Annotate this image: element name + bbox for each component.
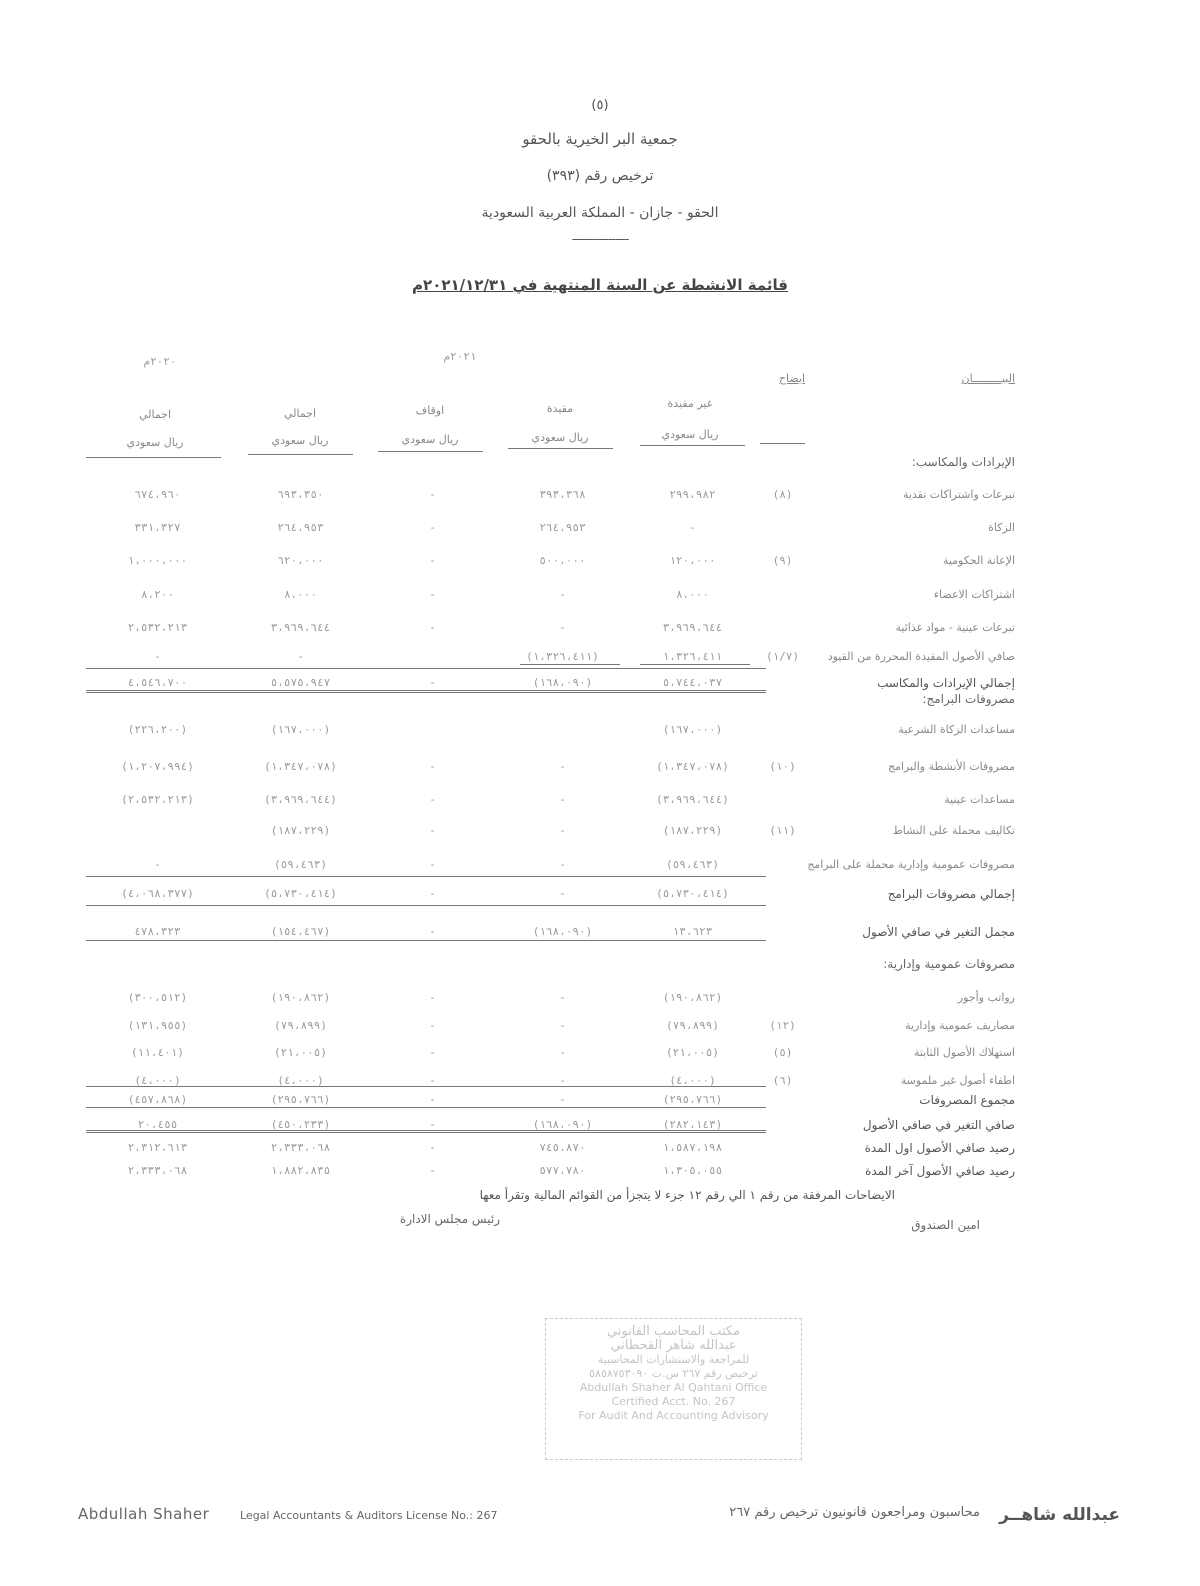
stamp-line: ترخيص رقم ٢٦٧ س.ت ٥٨٥٨٧٥٣٠٩٠ xyxy=(589,1367,758,1380)
row-unrestricted-value: ١٢٠،٠٠٠ xyxy=(669,554,716,567)
row-total-2021-value: ٣،٩٦٩،٦٤٤ xyxy=(270,621,331,634)
row-restricted-value: - xyxy=(559,1046,566,1059)
row-unrestricted-value: (١٨٧،٢٢٩) xyxy=(662,824,723,837)
header-rule xyxy=(640,445,745,446)
row-total-2020-value: ٢٠،٤٥٥ xyxy=(137,1118,178,1131)
row-total-2020-value: - xyxy=(154,650,161,663)
license-number: ترخيص رقم (٣٩٣) xyxy=(546,168,654,184)
row-total-2020-value: (٢٢٦،٢٠٠) xyxy=(127,723,188,736)
row-total-2021-value: (١،٣٤٧،٠٧٨) xyxy=(264,760,337,773)
row-total-2020-value: ٦٧٤،٩٦٠ xyxy=(134,488,181,501)
row-restricted-value: ٥٧٧،٧٨٠ xyxy=(539,1164,586,1177)
row-total-2021-value: (١٦٧،٠٠٠) xyxy=(270,723,331,736)
row-restricted-value: - xyxy=(559,991,566,1004)
row-total-2021-value: ٨،٠٠٠ xyxy=(283,588,318,601)
row-endowment-value: - xyxy=(429,1046,436,1059)
footer-firm-name-en: Abdullah Shaher xyxy=(78,1505,210,1523)
row-restricted-value: (١٦٨،٠٩٠) xyxy=(532,925,593,938)
row-label: مصاريف عمومية وإدارية xyxy=(905,1019,1015,1032)
total-rule xyxy=(86,940,766,941)
row-restricted-value: (١٦٨،٠٩٠) xyxy=(532,676,593,689)
total-rule xyxy=(86,1130,766,1133)
row-total-2021-value: (٧٩،٨٩٩) xyxy=(274,1019,327,1032)
subtotal-rule xyxy=(520,664,620,665)
row-label: تبرعات واشتراكات نقدية xyxy=(902,488,1015,501)
organization-name: جمعية البر الخيرية بالحقو xyxy=(522,130,678,148)
row-unrestricted-value: ٣،٩٦٩،٦٤٤ xyxy=(662,621,723,634)
row-label: رواتب وأجور xyxy=(957,991,1015,1004)
row-restricted-value: - xyxy=(559,887,566,900)
row-total-2020-value: ٤،٥٤٦،٧٠٠ xyxy=(127,676,188,689)
row-total-2021-value: (٤،٠٠٠) xyxy=(277,1074,324,1087)
row-total-2021-value: - xyxy=(297,650,304,663)
row-total-2020-value: (١،٢٠٧،٩٩٤) xyxy=(121,760,194,773)
row-endowment-value: - xyxy=(429,858,436,871)
row-restricted-value: ٣٩٣،٣٦٨ xyxy=(539,488,586,501)
row-label: مساعدات الزكاة الشرعية xyxy=(898,723,1015,736)
row-note-ref: (١٢) xyxy=(769,1019,796,1032)
row-total-2021-value: ٢٦٤،٩٥٣ xyxy=(277,521,324,534)
subtotal-rule xyxy=(86,1107,766,1108)
page-number: (٥) xyxy=(591,98,609,113)
row-endowment-value: - xyxy=(429,1074,436,1087)
row-unrestricted-value: ٢٩٩،٩٨٢ xyxy=(669,488,716,501)
endowment-currency: ريال سعودي xyxy=(401,433,459,446)
row-total-2020-value: ٢،٣٣٣،٠٦٨ xyxy=(127,1164,188,1177)
statement-column-header: البيـــــــــان xyxy=(961,372,1015,385)
row-unrestricted-value: ١،٣٠٥،٠٥٥ xyxy=(662,1164,723,1177)
row-label: مجمل التغير في صافي الأصول xyxy=(862,925,1015,939)
row-label: صافي الأصول المقيدة المحررة من القيود xyxy=(827,650,1015,663)
row-unrestricted-value: (٢٩٥،٧٦٦) xyxy=(662,1093,723,1106)
stamp-line: Abdullah Shaher Al Qahtani Office xyxy=(579,1381,768,1394)
row-note-ref: (٥) xyxy=(772,1046,793,1059)
row-total-2021-value: (٣،٩٦٩،٦٤٤) xyxy=(264,793,337,806)
total-2020-currency: ريال سعودي xyxy=(126,436,184,449)
row-total-2020-value: (١٣١،٩٥٥) xyxy=(127,1019,188,1032)
row-total-2021-value: (١٨٧،٢٢٩) xyxy=(270,824,331,837)
row-total-2020-value: ٢،٥٣٢،٢١٣ xyxy=(127,621,188,634)
treasurer-signature-label: امين الصندوق xyxy=(911,1218,980,1232)
row-total-2020-value: ٤٧٨،٣٢٣ xyxy=(134,925,181,938)
row-label: رصيد صافي الأصول آخر المدة xyxy=(865,1164,1015,1178)
row-endowment-value: - xyxy=(429,824,436,837)
year-2021-header: ٢٠٢١م xyxy=(443,350,477,363)
row-restricted-value: - xyxy=(559,760,566,773)
row-restricted-value: - xyxy=(559,621,566,634)
header-rule xyxy=(760,443,805,444)
footer-license-ar: محاسبون ومراجعون قانونيون ترخيص رقم ٢٦٧ xyxy=(729,1505,980,1520)
row-total-2021-value: (٥،٧٣٠،٤١٤) xyxy=(264,887,337,900)
note-column-header: ايضاح xyxy=(778,372,805,385)
row-unrestricted-value: ١،٣٢٦،٤١١ xyxy=(662,650,723,663)
statement-title: قائمة الانشطة عن السنة المنتهية في ٢٠٢١/١٢/٣١م xyxy=(412,276,788,294)
row-total-2021-value: ٢،٣٣٣،٠٦٨ xyxy=(270,1141,331,1154)
row-label: إجمالي مصروفات البرامج xyxy=(887,887,1015,901)
row-unrestricted-value: (٢٨٢،١٤٣) xyxy=(662,1118,723,1131)
footer-firm-name-ar: عبدالله شاهــر xyxy=(999,1505,1120,1525)
row-unrestricted-value: (٢١،٠٠٥) xyxy=(666,1046,719,1059)
notes-statement: الايضاحات المرفقة من رقم ١ الي رقم ١٢ جزء لا يتجزأ من القوائم المالية وتقرأ معها xyxy=(479,1188,895,1202)
row-total-2021-value: (١٩٠،٨٦٢) xyxy=(270,991,331,1004)
row-label: رصيد صافي الأصول اول المدة xyxy=(864,1141,1015,1155)
row-unrestricted-value: (٣،٩٦٩،٦٤٤) xyxy=(656,793,729,806)
row-total-2021-value: (٤٥٠،٢٣٣) xyxy=(270,1118,331,1131)
row-unrestricted-value: (٧٩،٨٩٩) xyxy=(666,1019,719,1032)
row-label: صافي التغير في صافي الأصول xyxy=(862,1118,1015,1132)
row-label: إجمالي الإيرادات والمكاسب xyxy=(877,676,1015,690)
subtotal-rule xyxy=(640,664,750,665)
row-label: اشتراكات الاعضاء xyxy=(933,588,1015,601)
row-endowment-value: - xyxy=(429,925,436,938)
row-endowment-value: - xyxy=(429,588,436,601)
header-divider: ----------------- xyxy=(571,232,629,246)
row-total-2020-value: (٤٥٧،٨٦٨) xyxy=(127,1093,188,1106)
subtotal-rule xyxy=(86,876,766,877)
row-note-ref: (١٠) xyxy=(769,760,796,773)
row-total-2021-value: (١٥٤،٤٦٧) xyxy=(270,925,331,938)
row-total-2021-value: ٦٩٣،٣٥٠ xyxy=(277,488,324,501)
row-total-2020-value: ١،٠٠٠،٠٠٠ xyxy=(127,554,188,567)
row-label: مصروفات عمومية وإدارية: xyxy=(883,957,1015,971)
row-restricted-value: - xyxy=(559,588,566,601)
row-note-ref: (١١) xyxy=(769,824,796,837)
stamp-line: للمراجعة والاستشارات المحاسبية xyxy=(597,1353,750,1366)
total-2021-header: اجمالي xyxy=(283,407,317,420)
row-restricted-value: - xyxy=(559,824,566,837)
row-total-2021-value: (٢١،٠٠٥) xyxy=(274,1046,327,1059)
row-unrestricted-value: - xyxy=(689,521,696,534)
row-label: الإعانة الحكومية xyxy=(942,554,1015,567)
row-label: مصروفات الأنشطة والبرامج xyxy=(887,760,1015,773)
row-label: مجموع المصروفات xyxy=(919,1093,1015,1107)
location-line: الحقو - جازان - المملكة العربية السعودية xyxy=(481,205,719,221)
row-total-2020-value: (٤،٠٦٨،٣٧٧) xyxy=(121,887,194,900)
row-note-ref: (٨) xyxy=(772,488,793,501)
footer-license-en: Legal Accountants & Auditors License No.: 267 xyxy=(240,1509,498,1522)
row-unrestricted-value: (٤،٠٠٠) xyxy=(669,1074,716,1087)
row-endowment-value: - xyxy=(429,1118,436,1131)
chairman-signature-label: رئيس مجلس الادارة xyxy=(399,1212,500,1226)
row-label: تبرعات عينية - مواد غذائية xyxy=(895,621,1015,634)
row-total-2020-value: - xyxy=(154,858,161,871)
stamp-line: For Audit And Accounting Advisory xyxy=(578,1409,769,1422)
year-2020-header: ٢٠٢٠م xyxy=(143,355,177,368)
row-unrestricted-value: (١٦٧،٠٠٠) xyxy=(662,723,723,736)
restricted-currency: ريال سعودي xyxy=(531,431,589,444)
row-total-2021-value: ٦٢٠،٠٠٠ xyxy=(277,554,324,567)
auditor-stamp xyxy=(545,1318,802,1460)
total-2021-currency: ريال سعودي xyxy=(271,434,329,447)
row-note-ref: (١/٧) xyxy=(765,650,800,663)
row-unrestricted-value: (١٩٠،٨٦٢) xyxy=(662,991,723,1004)
row-unrestricted-value: (٥٩،٤٦٣) xyxy=(666,858,719,871)
row-unrestricted-value: (٥،٧٣٠،٤١٤) xyxy=(656,887,729,900)
row-endowment-value: - xyxy=(429,760,436,773)
row-endowment-value: - xyxy=(429,1164,436,1177)
row-restricted-value: (١،٣٢٦،٤١١) xyxy=(526,650,599,663)
row-total-2021-value: (٢٩٥،٧٦٦) xyxy=(270,1093,331,1106)
row-restricted-value: - xyxy=(559,1019,566,1032)
row-restricted-value: ٢٦٤،٩٥٣ xyxy=(539,521,586,534)
row-restricted-value: - xyxy=(559,1093,566,1106)
subtotal-rule xyxy=(86,668,766,669)
header-rule xyxy=(508,448,613,449)
row-total-2020-value: ٨،٢٠٠ xyxy=(140,588,175,601)
row-endowment-value: - xyxy=(429,621,436,634)
row-label: الإيرادات والمكاسب: xyxy=(911,455,1015,469)
row-restricted-value: ٧٤٥،٨٧٠ xyxy=(539,1141,586,1154)
row-endowment-value: - xyxy=(429,1093,436,1106)
row-unrestricted-value: ١٣،٦٢٣ xyxy=(672,925,713,938)
row-note-ref: (٩) xyxy=(772,554,793,567)
subtotal-rule xyxy=(86,1086,766,1087)
row-endowment-value: - xyxy=(429,991,436,1004)
row-restricted-value: ٥٠٠،٠٠٠ xyxy=(539,554,586,567)
row-note-ref: (٦) xyxy=(772,1074,793,1087)
restricted-header: مقيدة xyxy=(546,402,574,415)
row-total-2020-value: (٣٠٠،٥١٢) xyxy=(127,991,188,1004)
row-endowment-value: - xyxy=(429,554,436,567)
row-endowment-value: - xyxy=(429,793,436,806)
row-total-2020-value: ٣٣١،٣٢٧ xyxy=(134,521,181,534)
row-unrestricted-value: (١،٣٤٧،٠٧٨) xyxy=(656,760,729,773)
row-label: تكاليف محملة على النشاط xyxy=(892,824,1015,837)
row-label: مصروفات عمومية وإدارية محملة على البرامج xyxy=(807,858,1015,871)
total-2020-header: اجمالي xyxy=(138,408,172,421)
row-total-2020-value: ٢،٣١٢،٦١٣ xyxy=(127,1141,188,1154)
stamp-line: مكتب المحاسب القانوني xyxy=(606,1324,741,1339)
row-endowment-value: - xyxy=(429,1019,436,1032)
row-restricted-value: - xyxy=(559,1074,566,1087)
header-rule xyxy=(378,451,483,452)
endowment-header: اوقاف xyxy=(415,404,445,417)
row-label: مصروفات البرامج: xyxy=(922,692,1015,706)
row-unrestricted-value: ٨،٠٠٠ xyxy=(675,588,710,601)
row-endowment-value: - xyxy=(429,887,436,900)
row-restricted-value: - xyxy=(559,858,566,871)
stamp-line: Certified Acct. No. 267 xyxy=(611,1395,736,1408)
row-endowment-value: - xyxy=(429,521,436,534)
stamp-line: عبدالله شاهر القحطاني xyxy=(610,1338,737,1353)
row-total-2020-value: (٢،٥٣٢،٢١٣) xyxy=(121,793,194,806)
row-total-2021-value: ١،٨٨٢،٨٣٥ xyxy=(270,1164,331,1177)
row-total-2020-value: (٤،٠٠٠) xyxy=(134,1074,181,1087)
unrestricted-currency: ريال سعودي xyxy=(661,428,719,441)
row-total-2021-value: (٥٩،٤٦٣) xyxy=(274,858,327,871)
row-total-2020-value: (١١،٤٠١) xyxy=(131,1046,184,1059)
unrestricted-header: غير مقيدة xyxy=(667,397,713,410)
row-unrestricted-value: ١،٥٨٧،١٩٨ xyxy=(662,1141,723,1154)
row-label: الزكاة xyxy=(988,521,1015,534)
row-total-2021-value: ٥،٥٧٥،٩٤٧ xyxy=(270,676,331,689)
row-label: استهلاك الأصول الثابتة xyxy=(914,1046,1015,1059)
row-endowment-value: - xyxy=(429,488,436,501)
total-rule xyxy=(86,690,766,693)
row-restricted-value: (١٦٨،٠٩٠) xyxy=(532,1118,593,1131)
row-endowment-value: - xyxy=(429,1141,436,1154)
header-rule xyxy=(248,454,353,455)
row-label: اطفاء أصول غير ملموسة xyxy=(900,1074,1015,1087)
row-label: مساعدات عينية xyxy=(944,793,1015,806)
header-rule xyxy=(86,457,221,458)
row-restricted-value: - xyxy=(559,793,566,806)
row-endowment-value: - xyxy=(429,676,436,689)
subtotal-rule xyxy=(86,905,766,906)
row-unrestricted-value: ٥،٧٤٤،٠٣٧ xyxy=(662,676,723,689)
